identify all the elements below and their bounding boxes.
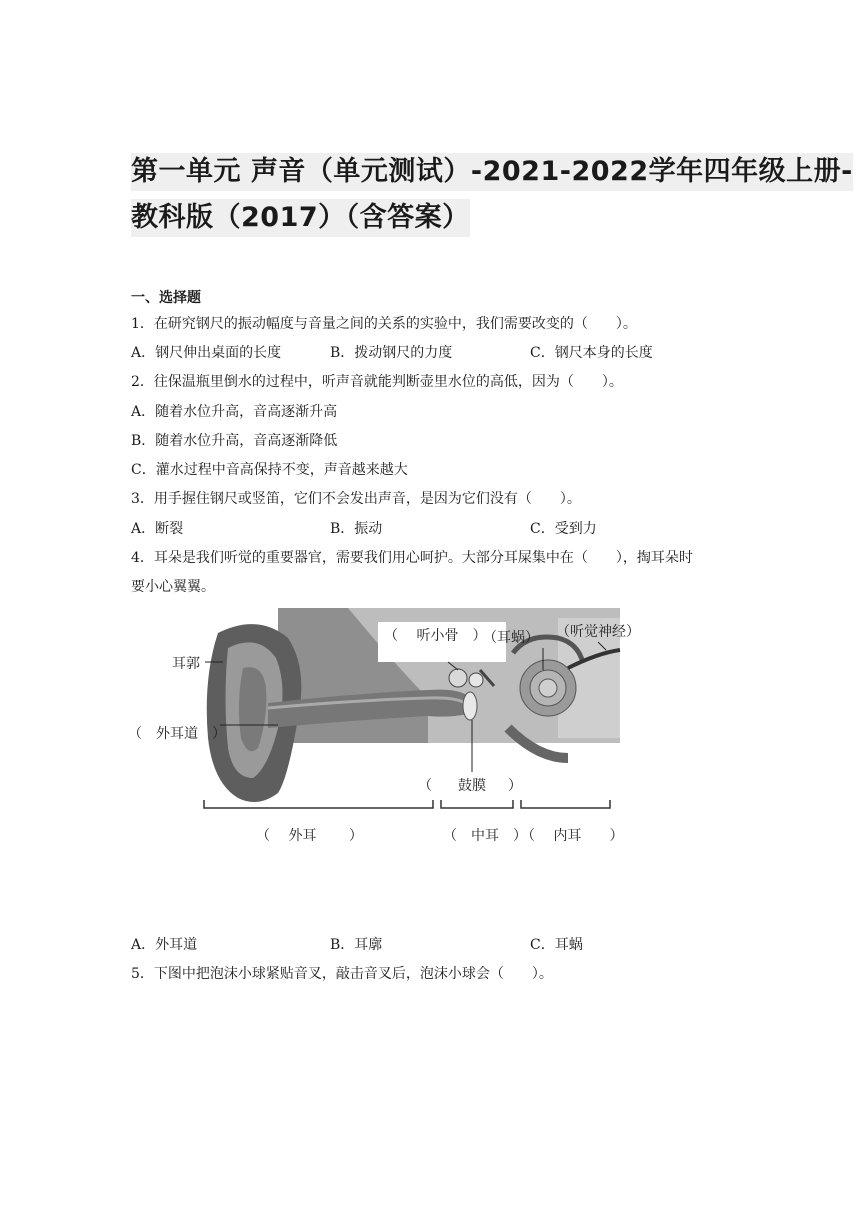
document-title-line-1: 第一单元 声音（单元测试）-2021-2022学年四年级上册- (131, 153, 853, 191)
label-auditory-nerve: （听觉神经） (556, 624, 640, 640)
question-3-option-c: C．受到力 (530, 521, 597, 537)
question-1-option-a: A．钢尺伸出桌面的长度 (131, 345, 282, 361)
question-2-stem: 2．往保温瓶里倒水的过程中，听声音就能判断壶里水位的高低，因为（ ）。 (131, 374, 623, 390)
label-middle-ear: （ 中耳 ） (443, 828, 527, 844)
question-4-option-a: A．外耳道 (131, 937, 198, 953)
question-1-option-b: B．拨动钢尺的力度 (330, 345, 453, 361)
question-5-stem: 5．下图中把泡沫小球紧贴音叉，敲击音叉后，泡沫小球会（ ）。 (131, 966, 553, 982)
label-eardrum-open: （ (418, 778, 432, 794)
question-1-option-c: C．钢尺本身的长度 (530, 345, 653, 361)
region-brackets (204, 800, 610, 808)
label-eardrum-close: ） (508, 778, 522, 794)
label-auricle: 耳郭 (172, 656, 200, 672)
label-cochlea: （耳蜗） (483, 630, 539, 646)
question-1-stem: 1．在研究钢尺的振动幅度与音量之间的关系的实验中，我们需要改变的（ ）。 (131, 316, 637, 332)
question-2-option-c: C．灌水过程中音高保持不变，声音越来越大 (131, 462, 408, 478)
label-outer-ear: （ 外耳 ） (256, 828, 363, 844)
question-3-option-b: B．振动 (330, 521, 383, 537)
question-4-option-b: B．耳廓 (330, 937, 383, 953)
question-3-option-a: A．断裂 (131, 521, 184, 537)
document-title-line-2: 教科版（2017）（含答案） (131, 199, 470, 237)
label-eardrum: 鼓膜 (458, 778, 486, 794)
section-heading: 一、选择题 (131, 290, 201, 306)
question-4-stem-line-2: 要小心翼翼。 (131, 579, 215, 595)
label-inner-ear: （ 内耳 ） (521, 828, 624, 844)
question-3-stem: 3．用手握住钢尺或竖笛，它们不会发出声音，是因为它们没有（ ）。 (131, 491, 581, 507)
question-4-option-c: C．耳蜗 (530, 937, 583, 953)
question-2-option-b: B．随着水位升高，音高逐渐降低 (131, 433, 338, 449)
ear-anatomy-diagram (128, 608, 640, 858)
label-ear-canal: （ 外耳道 ） (128, 726, 226, 742)
question-2-option-a: A．随着水位升高，音高逐渐升高 (131, 404, 338, 420)
label-ossicles: （ 听小骨 ） (384, 628, 487, 644)
question-4-stem-line-1: 4．耳朵是我们听觉的重要器官，需要我们用心呵护。大部分耳屎集中在（ ），掏耳朵时 (131, 550, 693, 566)
eardrum-shape (463, 692, 477, 720)
